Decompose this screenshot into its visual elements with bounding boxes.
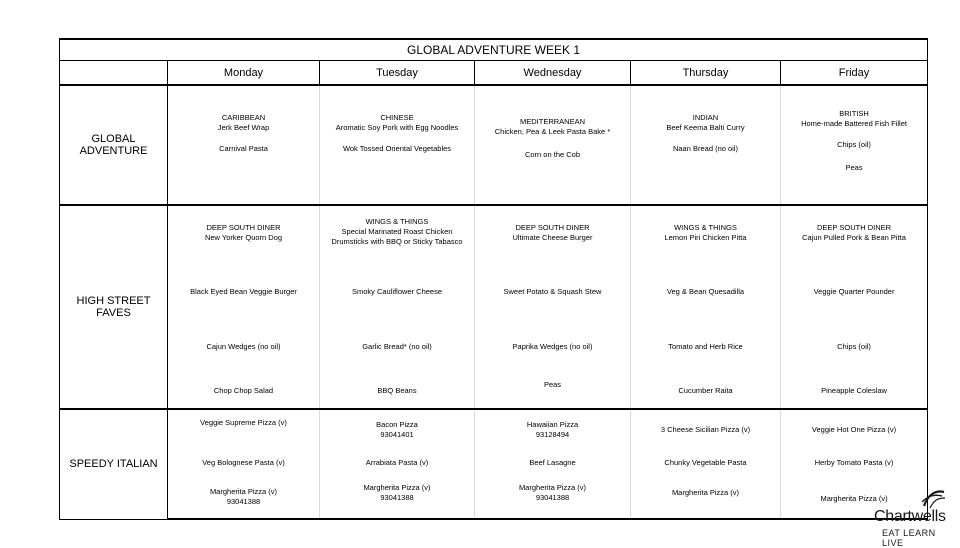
- chartwells-logo: [870, 488, 960, 548]
- highstreet-extra-thursday: [631, 375, 781, 409]
- speedy-margherita-thursday: [631, 476, 781, 519]
- main-dish: Lemon Piri Chicken Pitta: [664, 233, 747, 242]
- veggie-dish: Veggie Quarter Pounder: [813, 287, 895, 296]
- speedy-margherita-monday: [168, 476, 320, 519]
- product-code: 93041388: [535, 493, 570, 502]
- speedy-pasta-tuesday: [320, 450, 475, 476]
- cuisine-heading: MEDITERRANEAN: [519, 117, 585, 126]
- pizza-dish: Bacon Pizza: [376, 420, 418, 429]
- speedy-pasta-thursday: [631, 450, 781, 476]
- main-dish: Aromatic Soy Pork with Egg Noodles: [335, 123, 459, 132]
- logo-brand-name: Chartwells: [874, 508, 946, 525]
- speedy-pizza-monday: [168, 409, 320, 450]
- main-dish: Cajun Pulled Pork & Bean Pitta: [802, 233, 906, 242]
- speedy-pasta-friday: [781, 450, 928, 476]
- side-dish: Wok Tossed Oriental Vegetables: [342, 144, 452, 153]
- highstreet-extra-friday: [781, 375, 928, 409]
- speedy-pasta-monday: [168, 450, 320, 476]
- side-dish: Corn on the Cob: [524, 150, 581, 159]
- side-dish-2: Peas: [845, 163, 863, 172]
- main-dish-line-2: Drumsticks with BBQ or Sticky Tabasco: [331, 237, 463, 246]
- pizza-dish: Margherita Pizza (v): [518, 483, 587, 492]
- day-header-tuesday: Tuesday: [320, 61, 475, 86]
- menu-table: [59, 38, 928, 520]
- pasta-dish: Veg Bolognese Pasta (v): [202, 458, 285, 467]
- pasta-dish: Herby Tomato Pasta (v): [814, 458, 894, 467]
- day-header-monday: Monday: [168, 61, 320, 86]
- cuisine-heading: BRITISH: [839, 109, 869, 118]
- extra-dish: Peas: [543, 380, 562, 389]
- pizza-dish: Margherita Pizza (v): [209, 487, 278, 496]
- highstreet-feature-friday: [781, 205, 928, 265]
- pizza-dish: Hawaiian Pizza: [526, 420, 579, 429]
- highstreet-feature-tuesday: [320, 205, 475, 265]
- concept-heading: DEEP SOUTH DINER: [515, 223, 590, 232]
- pasta-dish: Beef Lasagne: [529, 458, 576, 467]
- highstreet-side-wednesday: [475, 320, 631, 375]
- product-code: 93041388: [226, 497, 261, 506]
- product-code: 93128494: [535, 430, 570, 439]
- side-dish: Paprika Wedges (no oil): [512, 342, 593, 351]
- side-dish: Chips (oil): [837, 342, 871, 351]
- product-code: 93041401: [380, 430, 414, 439]
- main-dish: Home-made Battered Fish Fillet: [801, 119, 907, 128]
- day-header-friday: Friday: [781, 61, 928, 86]
- highstreet-veggie-friday: [781, 265, 928, 320]
- highstreet-feature-thursday: [631, 205, 781, 265]
- highstreet-veggie-thursday: [631, 265, 781, 320]
- highstreet-extra-tuesday: [320, 375, 475, 409]
- speedy-pizza-thursday: [631, 409, 781, 450]
- global-cell-monday: [168, 85, 320, 205]
- concept-heading: WINGS & THINGS: [674, 223, 737, 232]
- cuisine-heading: INDIAN: [692, 113, 719, 122]
- day-header-wednesday: Wednesday: [475, 61, 631, 86]
- highstreet-extra-wednesday: [475, 375, 631, 409]
- veggie-dish: Sweet Potato & Squash Stew: [503, 287, 602, 296]
- speedy-margherita-wednesday: [475, 476, 631, 519]
- main-dish: New Yorker Quorn Dog: [204, 233, 283, 242]
- speedy-pizza-wednesday: [475, 409, 631, 450]
- pizza-dish: Margherita Pizza (v): [671, 488, 740, 497]
- pizza-dish: Veggie Hot One Pizza (v): [811, 425, 897, 434]
- extra-dish: Cucumber Raita: [678, 386, 733, 395]
- global-cell-friday: [781, 85, 928, 205]
- global-cell-tuesday: [320, 85, 475, 205]
- main-dish: Beef Keema Balti Curry: [666, 123, 745, 132]
- pasta-dish: Arrabiata Pasta (v): [365, 458, 429, 467]
- highstreet-side-tuesday: [320, 320, 475, 375]
- pizza-dish: 3 Cheese Sicilian Pizza (v): [660, 425, 751, 434]
- highstreet-veggie-monday: [168, 265, 320, 320]
- concept-heading: DEEP SOUTH DINER: [817, 223, 892, 232]
- extra-dish: Pineapple Coleslaw: [821, 386, 887, 395]
- main-dish: Jerk Beef Wrap: [217, 123, 270, 132]
- speedy-margherita-tuesday: [320, 476, 475, 519]
- cuisine-heading: CHINESE: [380, 113, 414, 122]
- highstreet-veggie-tuesday: [320, 265, 475, 320]
- veggie-dish: Smoky Cauliflower Cheese: [351, 287, 443, 296]
- highstreet-feature-wednesday: [475, 205, 631, 265]
- cuisine-heading: CARIBBEAN: [221, 113, 266, 122]
- concept-heading: DEEP SOUTH DINER: [206, 223, 281, 232]
- section-label-speedy-italian: SPEEDY ITALIAN: [60, 409, 168, 519]
- side-dish: Garlic Bread* (no oil): [362, 342, 432, 351]
- speedy-pasta-wednesday: [475, 450, 631, 476]
- pizza-dish: Veggie Supreme Pizza (v): [200, 418, 287, 427]
- highstreet-side-monday: [168, 320, 320, 375]
- highstreet-extra-monday: [168, 375, 320, 409]
- speedy-pizza-tuesday: [320, 409, 475, 450]
- highstreet-side-friday: [781, 320, 928, 375]
- product-code: 93041388: [380, 493, 414, 502]
- highstreet-veggie-wednesday: [475, 265, 631, 320]
- extra-dish: Chop Chop Salad: [213, 386, 274, 395]
- global-cell-thursday: [631, 85, 781, 205]
- side-dish: Cajun Wedges (no oil): [206, 342, 281, 351]
- side-dish: Carnival Pasta: [219, 144, 268, 153]
- concept-heading: WINGS & THINGS: [365, 217, 429, 226]
- highstreet-feature-monday: [168, 205, 320, 265]
- veggie-dish: Black Eyed Bean Veggie Burger: [190, 287, 297, 296]
- section-label-high-street-faves: HIGH STREET FAVES: [60, 205, 168, 409]
- side-dish: Naan Bread (no oil): [672, 144, 739, 153]
- menu-title: GLOBAL ADVENTURE WEEK 1: [60, 39, 928, 61]
- pizza-dish: Margherita Pizza (v): [820, 494, 888, 503]
- main-dish: Special Marinated Roast Chicken: [341, 227, 453, 236]
- extra-dish: BBQ Beans: [377, 386, 417, 395]
- pasta-dish: Chunky Vegetable Pasta: [664, 458, 747, 467]
- section-label-global-adventure: GLOBAL ADVENTURE: [60, 85, 168, 205]
- speedy-pizza-friday: [781, 409, 928, 450]
- veggie-dish: Veg & Bean Quesadilla: [666, 287, 745, 296]
- main-dish: Chicken, Pea & Leek Pasta Bake *: [494, 127, 611, 136]
- logo-tagline: EAT LEARN LIVE: [882, 528, 936, 548]
- side-dish: Chips (oil): [837, 140, 871, 149]
- chartwells-swoosh-icon: [920, 488, 946, 510]
- corner-cell: [60, 61, 168, 86]
- side-dish: Tomato and Herb Rice: [668, 342, 743, 351]
- day-header-thursday: Thursday: [631, 61, 781, 86]
- pizza-dish: Margherita Pizza (v): [363, 483, 431, 492]
- highstreet-side-thursday: [631, 320, 781, 375]
- main-dish: Ultimate Cheese Burger: [512, 233, 593, 242]
- global-cell-wednesday: [475, 85, 631, 205]
